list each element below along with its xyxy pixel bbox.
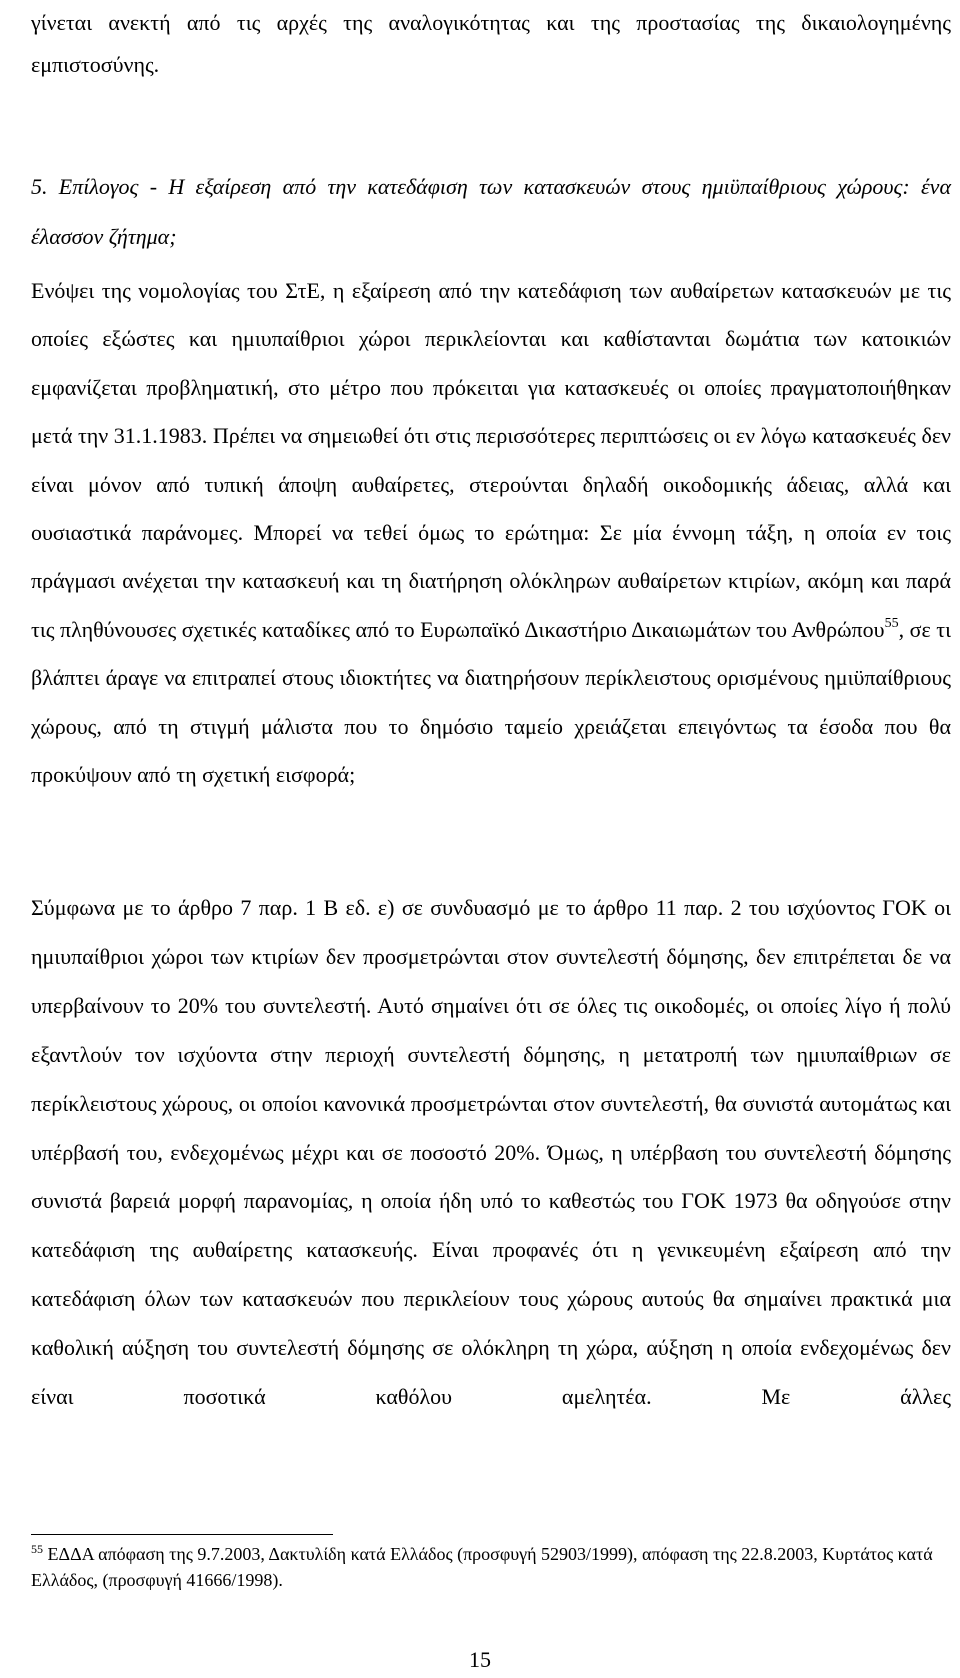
footnote-text: ΕΔΔΑ απόφαση της 9.7.2003, Δακτυλίδη κατά Ελλάδος (προσφυγή 52903/1999), απόφαση της 22.8.2003, Κυρτάτος κατά Ελλάδος, (προσφυγή 41666/1998). bbox=[31, 1544, 933, 1590]
footnote bbox=[31, 1541, 949, 1593]
intro-paragraph: γίνεται ανεκτή από τις αρχές της αναλογικότητας και της προστασίας της δικαιολογημένης εμπιστοσύνης. bbox=[31, 10, 951, 77]
footnote-divider bbox=[31, 1534, 333, 1535]
section-heading: 5. Επίλογος - Η εξαίρεση από την κατεδάφιση των κατασκευών στους ημιϋπαίθριους χώρους: ένα έλασσον ζήτημα; bbox=[31, 174, 951, 249]
footnote-number: 55 bbox=[31, 1542, 43, 1556]
paragraph-2: Σύμφωνα με το άρθρο 7 παρ. 1 Β εδ. ε) σε συνδυασμό με το άρθρο 11 παρ. 2 του ισχύοντος ΓΟΚ οι ημιυπαίθριοι χώροι των κτιρίων δεν προσμετρώνται στον συντελεστή δόμησης, δεν επιτρέπεται δε να υπερβαίνουν το 20% του συντελεστή. Αυτό σημαίνει ότι σε όλες τις οικοδομές, οι οποίες λίγο ή πολύ εξαντλούν τον ισχύοντα στην περιοχή συντελεστή δόμησης, η μετατροπή των ημιυπαίθριων σε περίκλειστους χώρους, οι οποίοι κανονικά προσμετρώνται στον συντελεστή, θα συνιστά αυτομάτως και υπέρβασή του, ενδεχομένως μέχρι και σε ποσοστό 20%. Όμως, η υπέρβαση του συντελεστή δόμησης συνιστά βαρειά μορφή παρανομίας, η οποία ήδη υπό το καθεστώς του ΓΟΚ 1973 θα οδηγούσε στην κατεδάφιση της αυθαίρετης κατασκευής. Είναι προφανές ότι η γενικευμένη εξαίρεση από την κατεδάφιση όλων των κατασκευών που περικλείουν τους χώρους αυτούς θα σημαίνει πρακτικά μια καθολική αύξηση του συντελεστή δόμησης σε ολόκληρη τη χώρα, αύξηση η οποία ενδεχομένως δεν είναι ποσοτικά καθόλου αμελητέα. Με άλλες bbox=[31, 895, 951, 1410]
paragraph-1-text-b: , σε τι βλάπτει άραγε να επιτραπεί στους ιδιοκτήτες να διατηρήσουν περίκλειστους ορισμένους ημιϋπαίθριους χώρους, από τη στιγμή μάλιστα που το δημόσιο ταμείο χρειάζεται επειγόντως τα έσοδα που θα προκύψουν από τη σχετική εισφορά; bbox=[31, 616, 951, 788]
page-number: 15 bbox=[469, 1647, 491, 1672]
paragraph-1-text-a: Ενόψει της νομολογίας του ΣτΕ, η εξαίρεση από την κατεδάφιση των αυθαίρετων κατασκευών με τις οποίες εξώστες και ημιυπαίθριοι χώροι περικλείονται και καθίστανται δωμάτια των κατοικιών εμφανίζεται προβληματική, στο μέτρο που πρόκειται για κατασκευές οι οποίες πραγματοποιήθηκαν μετά την 31.1.1983. Πρέπει να σημειωθεί ότι στις περισσότερες περιπτώσεις οι εν λόγω κατασκευές δεν είναι μόνον από τυπική άποψη αυθαίρετες, στερούνται δηλαδή οικοδομικής άδειας, αλλά και ουσιαστικά παράνομες. Μπορεί να τεθεί όμως το ερώτημα: Σε μία έννομη τάξη, η οποία εν τοις πράγμασι ανέχεται την κατασκευή και τη διατήρηση ολόκληρων αυθαίρετων κτιρίων, ακόμη και παρά τις πληθύνουσες σχετικές καταδίκες από το Ευρωπαϊκό Δικαστήριο Δικαιωμάτων του Ανθρώπου bbox=[31, 278, 951, 642]
footnote-reference[interactable]: 55 bbox=[884, 615, 899, 631]
paragraph-1 bbox=[31, 267, 951, 799]
